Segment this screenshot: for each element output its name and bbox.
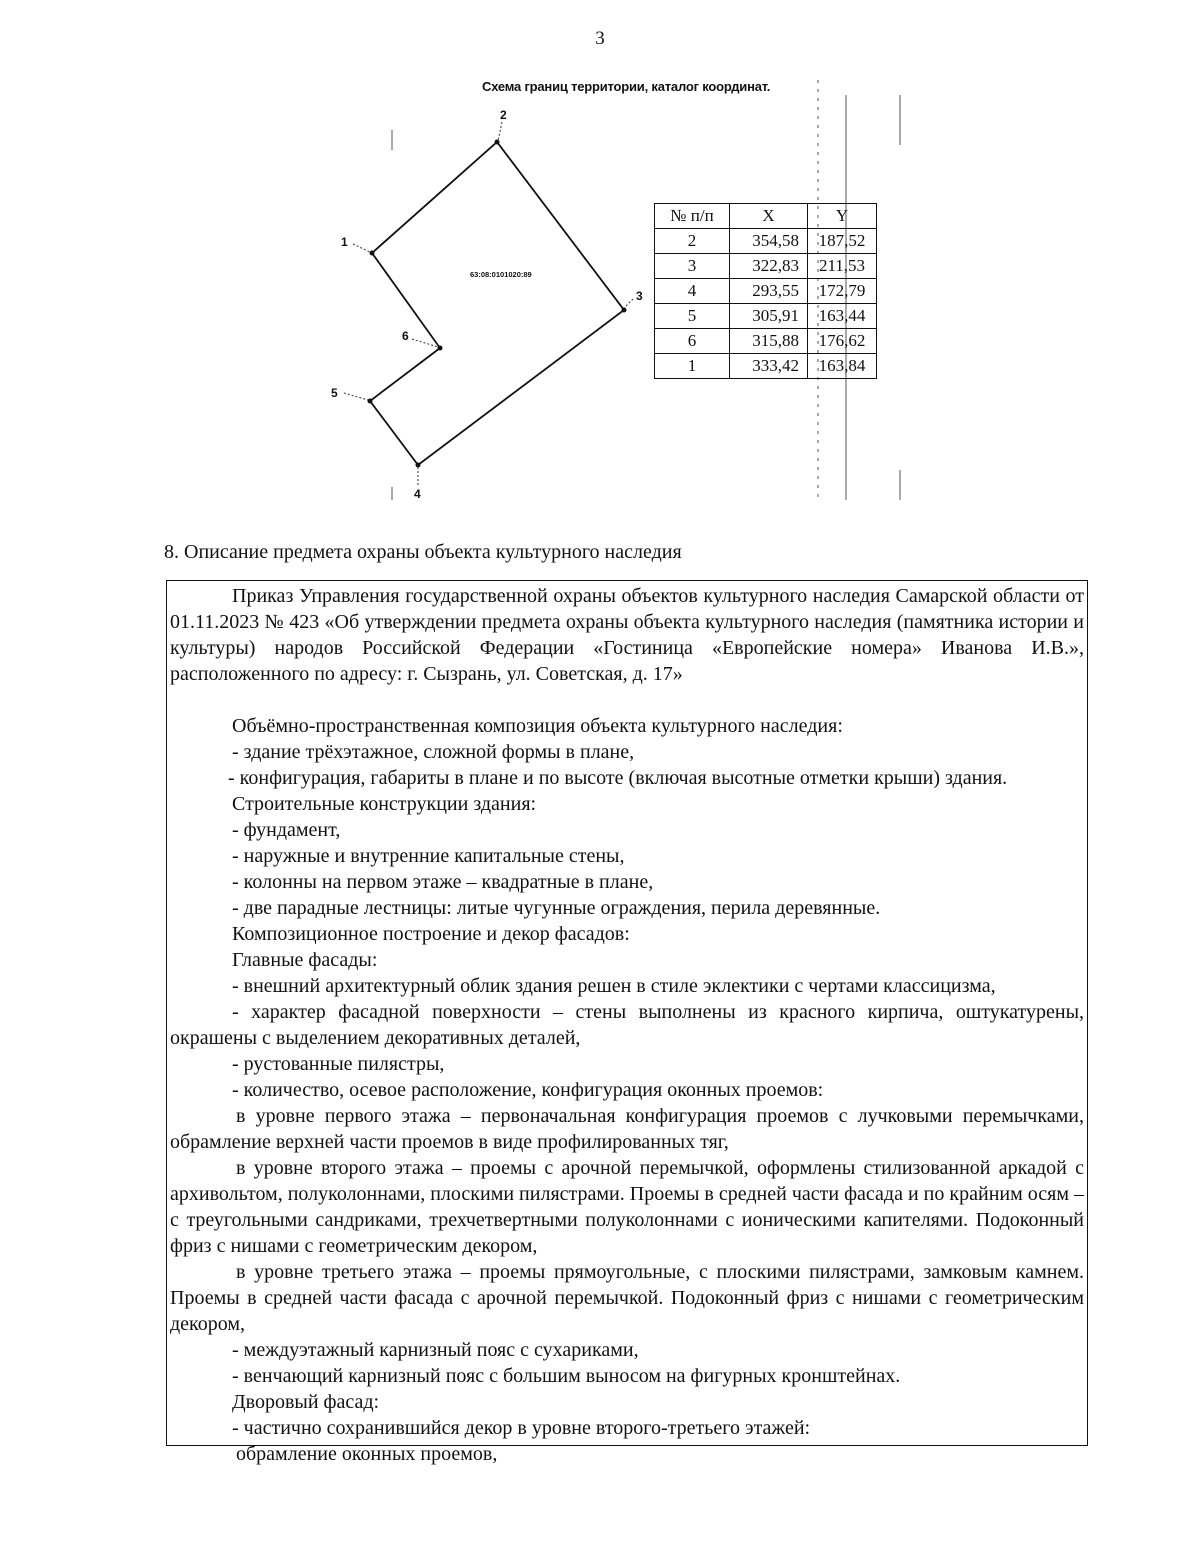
text-line: - рустованные пилястры, [232, 1053, 445, 1075]
cell-number: 3 [655, 254, 730, 279]
text-line: - здание трёхэтажное, сложной формы в плане, [232, 741, 635, 763]
point-2 [495, 140, 500, 145]
coordinates-table [654, 203, 877, 379]
text-line: Дворовый фасад: [232, 1391, 380, 1413]
text-line: - наружные и внутренние капитальные стены, [232, 845, 625, 867]
point-1 [370, 251, 375, 256]
facade-surface-paragraph: - характер фасадной поверхности – стены выполнены из красного кирпича, оштукатурены, окрашены с выделением декоративных деталей, [170, 1001, 1084, 1049]
text-line: Строительные конструкции здания: [232, 793, 537, 815]
table-row [655, 354, 877, 379]
protection-subject-box [166, 580, 1088, 1465]
cell-x: 305,91 [730, 304, 808, 329]
cell-y: 163,44 [808, 304, 877, 329]
section-heading: 8. Описание предмета охраны объекта культурного наследия [164, 541, 682, 563]
cell-x: 354,58 [730, 229, 808, 254]
text-line: - колонны на первом этаже – квадратные в плане, [232, 871, 654, 893]
cell-x: 333,42 [730, 354, 808, 379]
table-row [655, 304, 877, 329]
text-line: - конфигурация, габариты в плане и по высоте (включая высотные отметки крыши) здания. [228, 767, 1008, 789]
point-label-1: 1 [341, 235, 348, 249]
column-header-x: X [730, 204, 808, 229]
page-number: 3 [595, 28, 605, 49]
point-label-3: 3 [636, 289, 643, 303]
cell-number: 2 [655, 229, 730, 254]
point-label-6: 6 [402, 329, 409, 343]
cell-x: 293,55 [730, 279, 808, 304]
text-line: обрамление оконных проемов, [236, 1443, 498, 1465]
column-header-number: № п/п [655, 204, 730, 229]
cell-number: 1 [655, 354, 730, 379]
boundary-scheme [0, 0, 1200, 530]
scheme-title: Схема границ территории, каталог координат. [482, 79, 771, 94]
point-label-2: 2 [500, 108, 507, 122]
cell-number: 5 [655, 304, 730, 329]
cell-y: 211,53 [808, 254, 877, 279]
text-line: - фундамент, [232, 819, 341, 841]
cell-x: 322,83 [730, 254, 808, 279]
cell-y: 172,79 [808, 279, 877, 304]
cell-number: 6 [655, 329, 730, 354]
text-line: - венчающий карнизный пояс с большим выносом на фигурных кронштейнах. [232, 1365, 901, 1387]
text-line: - внешний архитектурный облик здания решен в стиле эклектики с чертами классицизма, [232, 975, 996, 997]
cell-y: 176,62 [808, 329, 877, 354]
cell-y: 187,52 [808, 229, 877, 254]
parcel-cadastral-number: 63:08:0101020:89 [470, 270, 532, 279]
table-header-row [655, 204, 877, 229]
point-5 [368, 399, 373, 404]
floor-1-paragraph: в уровне первого этажа – первоначальная конфигурация проемов с лучковыми перемычками, обрамление верхней части проемов в виде профилированных тяг, [170, 1105, 1084, 1153]
point-label-5: 5 [331, 386, 338, 400]
boundary-points [368, 140, 627, 468]
column-header-y: Y [808, 204, 877, 229]
table-row [655, 254, 877, 279]
floor-2-paragraph: в уровне второго этажа – проемы с арочной перемычкой, оформлены стилизованной аркадой с архивольтом, полуколоннами, плоскими пилястрами. Проемы в средней части фасада и по крайним осям – с треугольными сандриками, трехчетвертными полуколоннами с ионическими капителями. Подоконный фриз с нишами с геометрическим декором, [170, 1157, 1084, 1257]
table-row [655, 279, 877, 304]
floor-3-paragraph: в уровне третьего этажа – проемы прямоугольные, с плоскими пилястрами, замковым камнем. Проемы в средней части фасада с арочной перемычкой. Подоконный фриз с нишами с геометрическим декором, [170, 1261, 1084, 1335]
parcel-boundary [370, 142, 624, 465]
cell-y: 163,84 [808, 354, 877, 379]
cell-x: 315,88 [730, 329, 808, 354]
point-6 [438, 346, 443, 351]
text-line: Композиционное построение и декор фасадов: [232, 923, 630, 945]
text-line: - две парадные лестницы: литые чугунные ограждения, перила деревянные. [232, 897, 881, 919]
table-row [655, 229, 877, 254]
point-4 [416, 463, 421, 468]
point-3 [622, 308, 627, 313]
text-line: - междуэтажный карнизный пояс с сухариками, [232, 1339, 639, 1361]
text-line: - количество, осевое расположение, конфигурация оконных проемов: [232, 1079, 824, 1101]
text-line: Объёмно-пространственная композиция объекта культурного наследия: [232, 715, 843, 737]
order-reference: Приказ Управления государственной охраны объектов культурного наследия Самарской области от 01.11.2023 № 423 «Об утверждении предмета охраны объекта культурного наследия (памятника истории и культуры) народов Российской Федерации «Гостиница «Европейские номера» Иванова И.В.», расположенного по адресу: г. Сызрань, ул. Советская, д. 17» [170, 585, 1084, 685]
table-row [655, 329, 877, 354]
cell-number: 4 [655, 279, 730, 304]
text-line: - частично сохранившийся декор в уровне второго-третьего этажей: [232, 1417, 811, 1439]
text-line: Главные фасады: [232, 949, 378, 971]
point-label-4: 4 [414, 487, 421, 501]
